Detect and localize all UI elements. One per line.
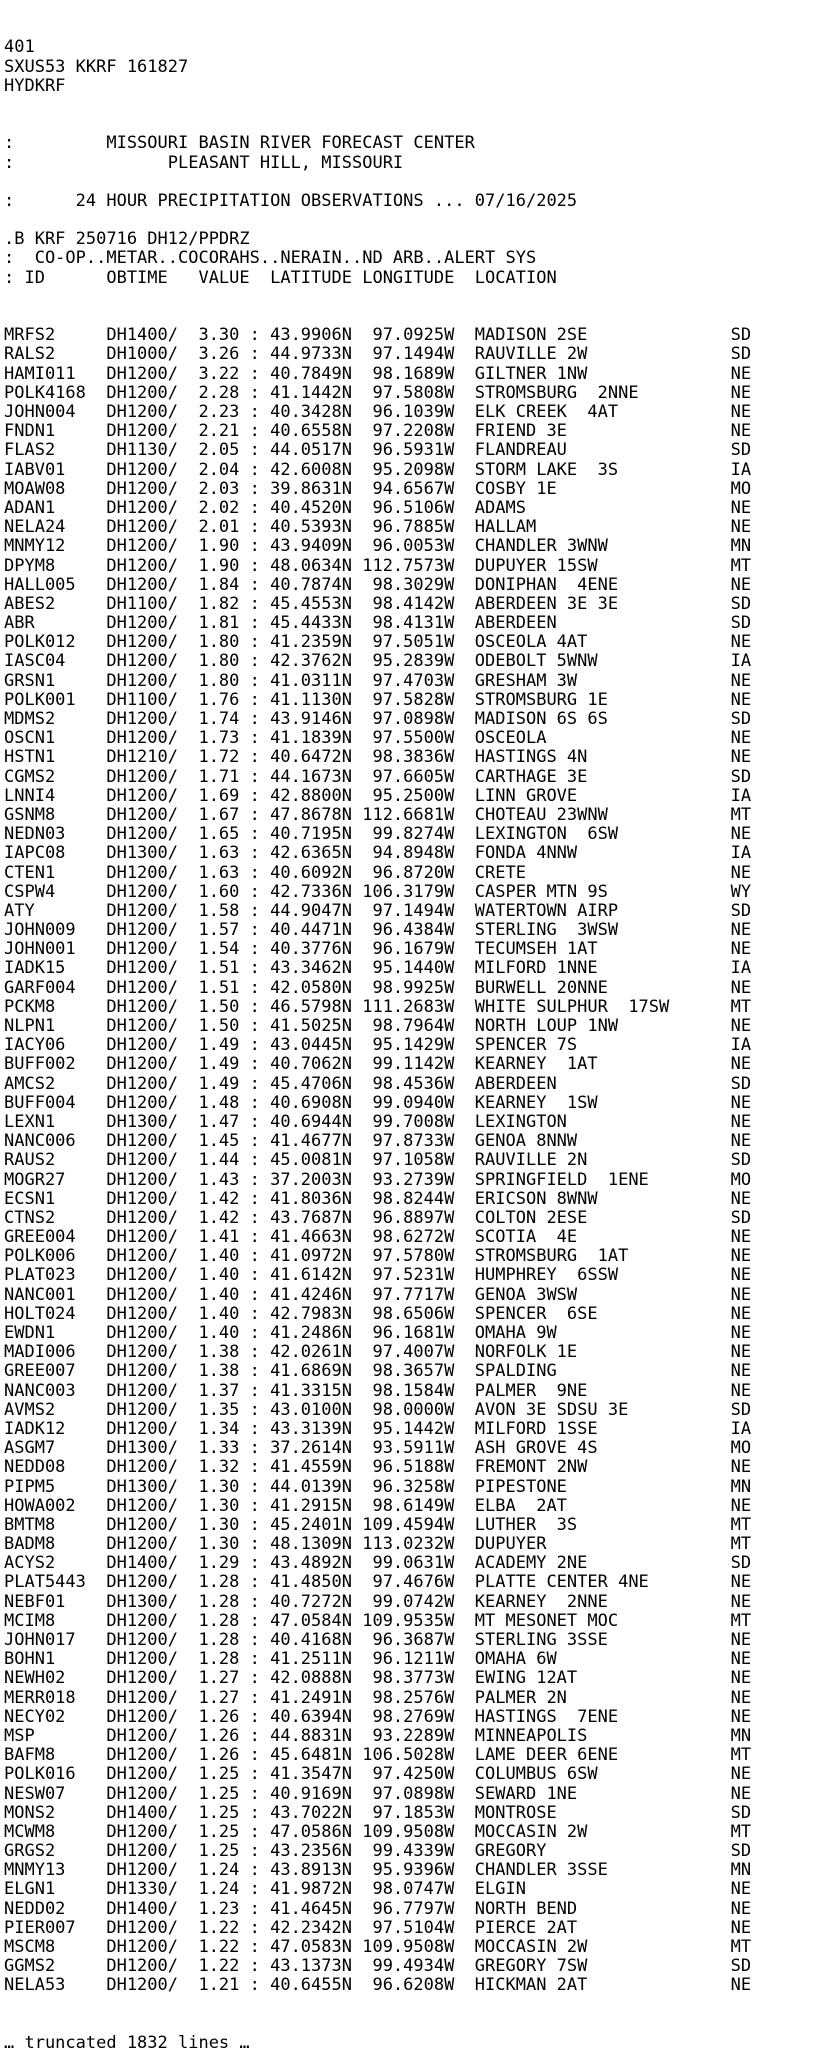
observation-row: NEDD02 DH1400/ 1.23 : 41.4645N 96.7797W NORTH BEND NE	[4, 1898, 752, 1919]
observation-row: ACYS2 DH1400/ 1.29 : 43.4892N 99.0631W ACADEMY 2NE SD	[4, 1553, 752, 1574]
header-line	[4, 211, 838, 230]
observation-row: GGMS2 DH1200/ 1.22 : 43.1373N 99.4934W GREGORY 7SW SD	[4, 1956, 752, 1977]
observation-row: BUFF004 DH1200/ 1.48 : 40.6908N 99.0940W KEARNEY 1SW NE	[4, 1092, 752, 1113]
observation-row: CSPW4 DH1200/ 1.60 : 42.7336N 106.3179W CASPER MTN 9S WY	[4, 881, 752, 902]
observation-row: CTEN1 DH1200/ 1.63 : 40.6092N 96.8720W CRETE NE	[4, 862, 752, 883]
observation-row: EWDN1 DH1200/ 1.40 : 41.2486N 96.1681W OMAHA 9W NE	[4, 1323, 752, 1343]
observation-row: JOHN009 DH1200/ 1.57 : 40.4471N 96.4384W STERLING 3WSW NE	[4, 920, 752, 941]
observation-row: MRFS2 DH1400/ 3.30 : 43.9906N 97.0925W MADISON 2SE SD	[4, 325, 752, 346]
observation-row: AVMS2 DH1200/ 1.35 : 43.0100N 98.0000W AVON 3E SDSU 3E SD	[4, 1399, 752, 1420]
observation-row: GSNM8 DH1200/ 1.67 : 47.8678N 112.6681W CHOTEAU 23WNW MT	[4, 804, 752, 825]
observation-row: GREE007 DH1200/ 1.38 : 41.6869N 98.3657W SPALDING NE	[4, 1361, 752, 1382]
observation-row: RAUS2 DH1200/ 1.44 : 45.0081N 97.1058W RAUVILLE 2N SD	[4, 1150, 752, 1171]
observation-row: CGMS2 DH1200/ 1.71 : 44.1673N 97.6605W CARTHAGE 3E SD	[4, 766, 752, 787]
observation-row: GREE004 DH1200/ 1.41 : 41.4663N 98.6272W SCOTIA 4E NE	[4, 1227, 752, 1248]
observation-row: GRSN1 DH1200/ 1.80 : 41.0311N 97.4703W GRESHAM 3W NE	[4, 670, 752, 691]
observation-row: GRGS2 DH1200/ 1.25 : 43.2356N 99.4339W GREGORY SD	[4, 1841, 752, 1862]
observation-row: POLK012 DH1200/ 1.80 : 41.2359N 97.5051W OSCEOLA 4AT NE	[4, 632, 752, 653]
header-line	[4, 96, 838, 115]
observation-row: BMTM8 DH1200/ 1.30 : 45.2401N 109.4594W LUTHER 3S MT	[4, 1514, 752, 1535]
observation-row: PCKM8 DH1200/ 1.50 : 46.5798N 111.2683W WHITE SULPHUR 17SW MT	[4, 996, 752, 1017]
header-line	[4, 115, 838, 134]
header-line: : ID OBTIME VALUE LATITUDE LONGITUDE LOCATION	[4, 267, 557, 288]
header-line: : CO-OP..METAR..COCORAHS..NERAIN..ND ARB..ALERT SYS	[4, 248, 537, 269]
observation-row: MSP DH1200/ 1.26 : 44.8831N 93.2289W MINNEAPOLIS MN	[4, 1725, 752, 1746]
observation-row: NECY02 DH1200/ 1.26 : 40.6394N 98.2769W HASTINGS 7ENE NE	[4, 1706, 752, 1727]
observation-row: NANC003 DH1200/ 1.37 : 41.3315N 98.1584W PALMER 9NE NE	[4, 1380, 752, 1401]
observation-row: MONS2 DH1400/ 1.25 : 43.7022N 97.1853W MONTROSE SD	[4, 1802, 752, 1823]
observation-row: ECSN1 DH1200/ 1.42 : 41.8036N 98.8244W ERICSON 8WNW NE	[4, 1188, 752, 1209]
observation-row: ABES2 DH1100/ 1.82 : 45.4553N 98.4142W ABERDEEN 3E 3E SD	[4, 593, 752, 614]
observation-row: JOHN017 DH1200/ 1.28 : 40.4168N 96.3687W STERLING 3SSE NE	[4, 1630, 752, 1650]
observation-row: ADAN1 DH1200/ 2.02 : 40.4520N 96.5106W ADAMS NE	[4, 497, 752, 518]
header-line: : 24 HOUR PRECIPITATION OBSERVATIONS ... 07/16/2025	[4, 190, 578, 211]
observation-row: IAPC08 DH1300/ 1.63 : 42.6365N 94.8948W FONDA 4NNW IA	[4, 843, 752, 864]
observation-row: LEXN1 DH1300/ 1.47 : 40.6944N 99.7008W LEXINGTON NE	[4, 1111, 752, 1132]
observation-row: NEBF01 DH1300/ 1.28 : 40.7272N 99.0742W KEARNEY 2NNE NE	[4, 1591, 752, 1612]
observation-row: MSCM8 DH1200/ 1.22 : 47.0583N 109.9508W MOCCASIN 2W MT	[4, 1937, 752, 1957]
observation-row: MCWM8 DH1200/ 1.25 : 47.0586N 109.9508W MOCCASIN 2W MT	[4, 1821, 752, 1842]
observation-row: MOGR27 DH1200/ 1.43 : 37.2003N 93.2739W SPRINGFIELD 1ENE MO	[4, 1169, 752, 1190]
observation-row: NANC001 DH1200/ 1.40 : 41.4246N 97.7717W GENOA 3WSW NE	[4, 1284, 752, 1305]
observation-row: POLK016 DH1200/ 1.25 : 41.3547N 97.4250W COLUMBUS 6SW NE	[4, 1764, 752, 1785]
observation-row: NELA24 DH1200/ 2.01 : 40.5393N 96.7885W HALLAM NE	[4, 517, 752, 538]
observation-row: IACY06 DH1200/ 1.49 : 43.0445N 95.1429W SPENCER 7S IA	[4, 1035, 752, 1056]
observation-row: HOWA002 DH1200/ 1.30 : 41.2915N 98.6149W ELBA 2AT NE	[4, 1495, 752, 1516]
observation-row: JOHN001 DH1200/ 1.54 : 40.3776N 96.1679W TECUMSEH 1AT NE	[4, 939, 752, 960]
observation-row: AMCS2 DH1200/ 1.49 : 45.4706N 98.4536W ABERDEEN SD	[4, 1073, 752, 1094]
observation-row: ABR DH1200/ 1.81 : 45.4433N 98.4131W ABERDEEN SD	[4, 613, 752, 634]
observation-row: MOAW08 DH1200/ 2.03 : 39.8631N 94.6567W COSBY 1E MO	[4, 478, 752, 499]
observation-row: NANC006 DH1200/ 1.45 : 41.4677N 97.8733W GENOA 8NNW NE	[4, 1131, 752, 1152]
observation-row: MDMS2 DH1200/ 1.74 : 43.9146N 97.0898W MADISON 6S 6S SD	[4, 709, 752, 729]
observation-row: POLK006 DH1200/ 1.40 : 41.0972N 97.5780W STROMSBURG 1AT NE	[4, 1246, 752, 1267]
observation-row: JOHN004 DH1200/ 2.23 : 40.3428N 96.1039W ELK CREEK 4AT NE	[4, 402, 752, 422]
observation-row: NELA53 DH1200/ 1.21 : 40.6455N 96.6208W HICKMAN 2AT NE	[4, 1975, 752, 1996]
observation-row: POLK001 DH1100/ 1.76 : 41.1130N 97.5828W STROMSBURG 1E NE	[4, 689, 752, 710]
observation-row: ELGN1 DH1330/ 1.24 : 41.9872N 98.0747W ELGIN NE	[4, 1879, 752, 1900]
observation-row: MNMY12 DH1200/ 1.90 : 43.9409N 96.0053W CHANDLER 3WNW MN	[4, 536, 752, 557]
observation-row: HAMI011 DH1200/ 3.22 : 40.7849N 98.1689W GILTNER 1NW NE	[4, 363, 752, 384]
observation-row: NEDN03 DH1200/ 1.65 : 40.7195N 99.8274W LEXINGTON 6SW NE	[4, 824, 752, 845]
observation-row: FLAS2 DH1130/ 2.05 : 44.0517N 96.5931W FLANDREAU SD	[4, 440, 752, 461]
observation-row: BAFM8 DH1200/ 1.26 : 45.6481N 106.5028W LAME DEER 6ENE MT	[4, 1745, 752, 1766]
observation-table	[4, 326, 838, 1995]
observation-row: IADK15 DH1200/ 1.51 : 43.3462N 95.1440W MILFORD 1NNE IA	[4, 958, 752, 979]
observation-row: HOLT024 DH1200/ 1.40 : 42.7983N 98.6506W SPENCER 6SE NE	[4, 1303, 752, 1324]
observation-row: MERR018 DH1200/ 1.27 : 41.2491N 98.2576W PALMER 2N NE	[4, 1687, 752, 1708]
observation-row: PLAT023 DH1200/ 1.40 : 41.6142N 97.5231W HUMPHREY 6SSW NE	[4, 1265, 752, 1286]
observation-row: MNMY13 DH1200/ 1.24 : 43.8913N 95.9396W CHANDLER 3SSE MN	[4, 1860, 752, 1881]
observation-row: NESW07 DH1200/ 1.25 : 40.9169N 97.0898W SEWARD 1NE NE	[4, 1783, 752, 1804]
observation-row: POLK4168 DH1200/ 2.28 : 41.1442N 97.5808W STROMSBURG 2NNE NE	[4, 382, 752, 403]
header-line: 401	[4, 37, 35, 58]
bulletin-header	[4, 38, 838, 287]
observation-row: PIPM5 DH1300/ 1.30 : 44.0139N 96.3258W PIPESTONE MN	[4, 1476, 752, 1497]
observation-row: IASC04 DH1200/ 1.80 : 42.3762N 95.2839W ODEBOLT 5WNW IA	[4, 651, 752, 672]
observation-row: ATY DH1200/ 1.58 : 44.9047N 97.1494W WATERTOWN AIRP SD	[4, 900, 752, 921]
observation-row: ASGM7 DH1300/ 1.33 : 37.2614N 93.5911W ASH GROVE 4S MO	[4, 1438, 752, 1459]
observation-row: FNDN1 DH1200/ 2.21 : 40.6558N 97.2208W FRIEND 3E NE	[4, 421, 752, 442]
observation-row: GARF004 DH1200/ 1.51 : 42.0580N 98.9925W BURWELL 20NNE NE	[4, 977, 752, 998]
header-line: : PLEASANT HILL, MISSOURI	[4, 152, 404, 173]
observation-row: BADM8 DH1200/ 1.30 : 48.1309N 113.0232W DUPUYER MT	[4, 1534, 752, 1555]
truncated-note: … truncated 1832 lines …	[4, 2032, 250, 2053]
observation-row: PLAT5443 DH1200/ 1.28 : 41.4850N 97.4676W PLATTE CENTER 4NE NE	[4, 1572, 752, 1593]
header-line: SXUS53 KKRF 161827	[4, 56, 189, 77]
observation-row: NEWH02 DH1200/ 1.27 : 42.0888N 98.3773W EWING 12AT NE	[4, 1668, 752, 1689]
header-line: : MISSOURI BASIN RIVER FORECAST CENTER	[4, 133, 475, 154]
observation-row: MCIM8 DH1200/ 1.28 : 47.0584N 109.9535W MT MESONET MOC MT	[4, 1610, 752, 1631]
observation-row: MADI006 DH1200/ 1.38 : 42.0261N 97.4007W NORFOLK 1E NE	[4, 1342, 752, 1363]
observation-row: OSCN1 DH1200/ 1.73 : 41.1839N 97.5500W OSCEOLA NE	[4, 728, 752, 749]
header-line: HYDKRF	[4, 75, 66, 96]
observation-row: BUFF002 DH1200/ 1.49 : 40.7062N 99.1142W KEARNEY 1AT NE	[4, 1054, 752, 1075]
header-line	[4, 173, 838, 192]
observation-row: HSTN1 DH1210/ 1.72 : 40.6472N 98.3836W HASTINGS 4N NE	[4, 747, 752, 768]
observation-row: NLPN1 DH1200/ 1.50 : 41.5025N 98.7964W NORTH LOUP 1NW NE	[4, 1016, 752, 1036]
observation-row: IABV01 DH1200/ 2.04 : 42.6008N 95.2098W STORM LAKE 3S IA	[4, 459, 752, 480]
observation-row: NEDD08 DH1200/ 1.32 : 41.4559N 96.5188W FREMONT 2NW NE	[4, 1457, 752, 1478]
observation-row: LNNI4 DH1200/ 1.69 : 42.8800N 95.2500W LINN GROVE IA	[4, 785, 752, 806]
observation-row: DPYM8 DH1200/ 1.90 : 48.0634N 112.7573W DUPUYER 15SW MT	[4, 555, 752, 576]
observation-row: IADK12 DH1200/ 1.34 : 43.3139N 95.1442W MILFORD 1SSE IA	[4, 1418, 752, 1439]
header-line: .B KRF 250716 DH12/PPDRZ	[4, 229, 250, 250]
observation-row: HALL005 DH1200/ 1.84 : 40.7874N 98.3029W DONIPHAN 4ENE NE	[4, 574, 752, 595]
observation-row: PIER007 DH1200/ 1.22 : 42.2342N 97.5104W PIERCE 2AT NE	[4, 1917, 752, 1938]
observation-row: RALS2 DH1000/ 3.26 : 44.9733N 97.1494W RAUVILLE 2W SD	[4, 344, 752, 365]
observation-row: CTNS2 DH1200/ 1.42 : 43.7687N 96.8897W COLTON 2ESE SD	[4, 1207, 752, 1228]
observation-row: BOHN1 DH1200/ 1.28 : 41.2511N 96.1211W OMAHA 6W NE	[4, 1649, 752, 1670]
